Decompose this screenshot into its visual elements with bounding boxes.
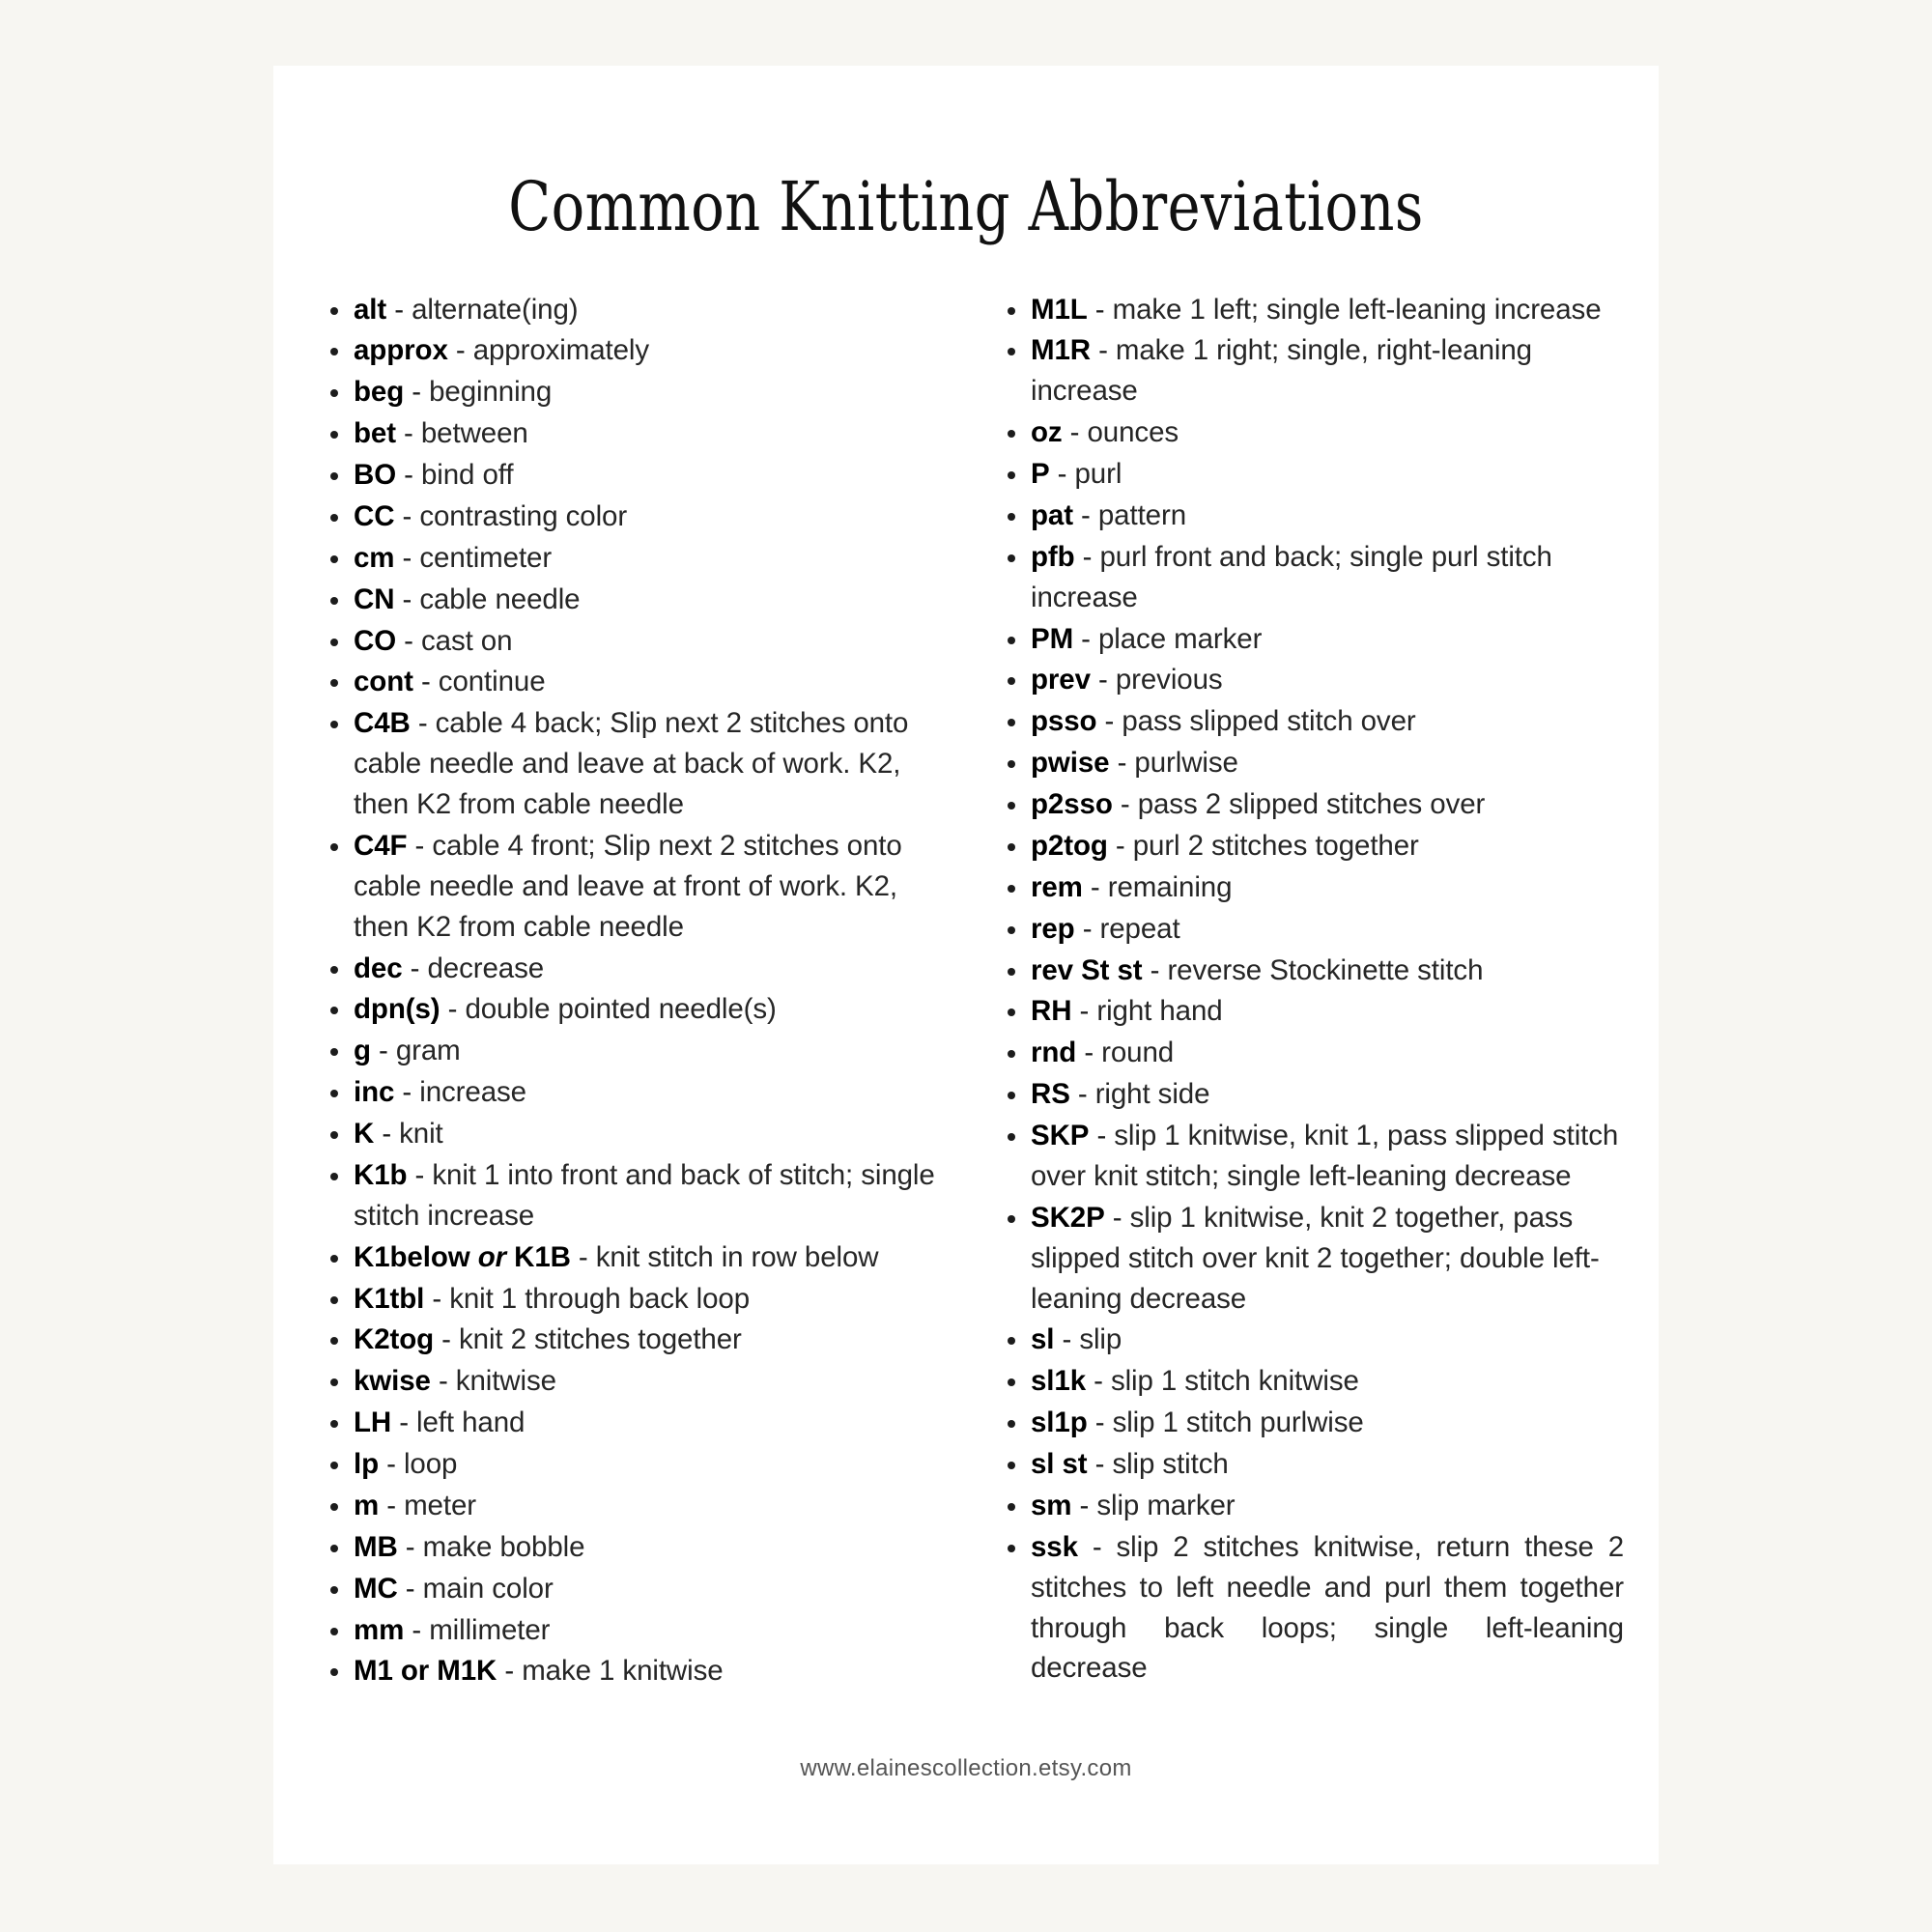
- abbreviation-item: [324, 621, 947, 662]
- abbreviation-term: P: [1031, 458, 1050, 490]
- abbreviation-item: [324, 1651, 947, 1691]
- abbreviation-term: rem: [1031, 870, 1083, 903]
- abbreviation-separator: -: [1071, 995, 1097, 1028]
- abbreviation-item: [324, 413, 947, 454]
- abbreviation-separator: -: [394, 1076, 420, 1109]
- abbreviation-definition: make 1 left; single left-leaning increase: [1112, 293, 1602, 326]
- abbreviation-term: sl1k: [1031, 1365, 1087, 1398]
- abbreviation-term: K1below or K1B: [354, 1240, 571, 1273]
- abbreviation-separator: -: [497, 1655, 523, 1688]
- printable-sheet: [273, 66, 1659, 1864]
- abbreviation-term: MB: [354, 1530, 398, 1563]
- abbreviation-definition: cast on: [420, 624, 513, 657]
- abbreviation-definition: slip 2 stitches knitwise, return these 2 stitches to left needle and purl them together through back loops; single left-leaning decrease: [1031, 1530, 1625, 1685]
- abbreviation-item: [324, 1114, 947, 1154]
- abbreviation-term: K1tbl: [354, 1282, 425, 1315]
- abbreviation-separator: -: [1071, 1489, 1097, 1521]
- abbreviation-item: [324, 949, 947, 989]
- abbreviation-term: SK2P: [1031, 1201, 1105, 1234]
- abbreviation-term: RH: [1031, 995, 1072, 1028]
- abbreviation-item: [1001, 1320, 1624, 1360]
- abbreviation-definition: knit 1 into front and back of stitch; single stitch increase: [354, 1158, 935, 1232]
- abbreviation-item: [1001, 743, 1624, 783]
- abbreviation-separator: -: [1107, 829, 1133, 862]
- abbreviation-term: pfb: [1031, 540, 1075, 573]
- abbreviation-definition: gram: [395, 1035, 461, 1067]
- abbreviation-item: [1001, 701, 1624, 742]
- abbreviation-separator: -: [570, 1240, 596, 1273]
- abbreviation-item: [1001, 991, 1624, 1032]
- abbreviation-separator: -: [402, 952, 428, 984]
- abbreviation-definition: alternate(ing): [412, 293, 579, 326]
- abbreviation-term: psso: [1031, 705, 1097, 738]
- abbreviation-separator: -: [410, 707, 436, 740]
- abbreviation-term: cont: [354, 666, 413, 698]
- abbreviation-term: approx: [354, 334, 448, 367]
- abbreviation-definition: make bobble: [422, 1530, 585, 1563]
- abbreviation-term: SKP: [1031, 1120, 1090, 1151]
- abbreviation-definition: meter: [404, 1489, 476, 1521]
- abbreviation-separator: -: [396, 624, 421, 657]
- abbreviation-definition: increase: [419, 1076, 526, 1109]
- abbreviation-item: [1001, 619, 1624, 660]
- abbreviation-separator: -: [1073, 622, 1098, 655]
- abbreviation-term: dpn(s): [354, 993, 440, 1026]
- abbreviation-term: pat: [1031, 498, 1073, 531]
- abbreviation-separator: -: [430, 1365, 456, 1398]
- abbreviation-term: RS: [1031, 1078, 1070, 1111]
- abbreviation-definition: knit 2 stitches together: [459, 1323, 742, 1356]
- abbreviation-item: [1001, 1527, 1624, 1690]
- abbreviation-list-right: [1001, 290, 1624, 1690]
- abbreviation-separator: -: [1087, 1406, 1113, 1439]
- abbreviation-separator: -: [1087, 293, 1113, 326]
- abbreviation-separator: -: [1076, 1037, 1102, 1069]
- abbreviation-separator: -: [394, 499, 420, 532]
- abbreviation-item: [1001, 496, 1624, 536]
- abbreviation-definition: slip marker: [1096, 1489, 1236, 1521]
- abbreviation-separator: -: [407, 829, 433, 862]
- abbreviation-item: [1001, 412, 1624, 453]
- abbreviation-definition: cable needle: [419, 582, 581, 615]
- left-column: [324, 290, 947, 1693]
- abbreviation-definition: make 1 right; single, right-leaning increase: [1031, 334, 1532, 408]
- abbreviation-term: mm: [354, 1613, 405, 1646]
- abbreviation-separator: -: [391, 1406, 417, 1439]
- abbreviation-item: [324, 497, 947, 537]
- abbreviation-definition: make 1 knitwise: [522, 1655, 724, 1688]
- abbreviation-item: [1001, 1198, 1624, 1320]
- abbreviation-term: sl: [1031, 1323, 1055, 1356]
- abbreviation-separator: -: [412, 666, 439, 698]
- abbreviation-definition: slip 1 stitch purlwise: [1112, 1406, 1364, 1439]
- abbreviation-term: PM: [1031, 622, 1074, 655]
- abbreviation-definition: reverse Stockinette stitch: [1167, 953, 1484, 986]
- abbreviation-definition: left hand: [416, 1406, 526, 1439]
- abbreviation-definition: right side: [1094, 1078, 1210, 1111]
- abbreviation-item: [1001, 1361, 1624, 1402]
- abbreviation-separator: -: [1049, 458, 1075, 490]
- abbreviation-item: [1001, 784, 1624, 825]
- abbreviation-item: [324, 1403, 947, 1443]
- abbreviation-item: [324, 662, 947, 702]
- page-title: Common Knitting Abbreviations: [508, 167, 1424, 246]
- abbreviation-definition: slip stitch: [1112, 1448, 1229, 1480]
- abbreviation-definition: pass slipped stitch over: [1122, 705, 1416, 738]
- abbreviation-definition: double pointed needle(s): [465, 993, 777, 1026]
- abbreviation-separator: -: [407, 1158, 433, 1191]
- abbreviation-term: p2tog: [1031, 829, 1108, 862]
- abbreviation-item: [324, 1361, 947, 1402]
- abbreviation-term: m: [354, 1489, 380, 1521]
- abbreviation-definition: approximately: [472, 334, 650, 367]
- abbreviation-separator: -: [370, 1035, 396, 1067]
- abbreviation-separator: -: [1089, 1120, 1115, 1151]
- abbreviation-definition: centimeter: [419, 541, 553, 574]
- abbreviation-definition: previous: [1115, 664, 1223, 696]
- abbreviation-term: inc: [354, 1076, 395, 1109]
- abbreviation-separator: -: [394, 541, 420, 574]
- abbreviation-separator: -: [394, 582, 420, 615]
- abbreviation-item: [324, 1237, 947, 1278]
- abbreviation-term: prev: [1031, 664, 1091, 696]
- abbreviation-item: [1001, 454, 1624, 495]
- abbreviation-separator: -: [1082, 870, 1108, 903]
- abbreviation-definition: millimeter: [429, 1613, 551, 1646]
- abbreviation-separator: -: [424, 1282, 450, 1315]
- abbreviation-item: [1001, 330, 1624, 412]
- abbreviation-item: [324, 989, 947, 1030]
- abbreviation-definition: knit stitch in row below: [595, 1240, 879, 1273]
- abbreviation-item: [324, 290, 947, 330]
- abbreviation-item: [1001, 290, 1624, 330]
- abbreviation-separator: -: [1090, 664, 1116, 696]
- abbreviation-definition: between: [420, 417, 528, 450]
- abbreviation-separator: -: [379, 1448, 404, 1480]
- abbreviation-term: oz: [1031, 416, 1063, 449]
- abbreviation-term: MC: [354, 1572, 398, 1605]
- abbreviation-separator: -: [1096, 705, 1122, 738]
- abbreviation-term: g: [354, 1035, 371, 1067]
- abbreviation-item: [324, 703, 947, 825]
- abbreviation-term: CC: [354, 499, 395, 532]
- abbreviation-separator: -: [440, 993, 466, 1026]
- abbreviation-definition: knit 1 through back loop: [449, 1282, 751, 1315]
- abbreviation-list-left: [324, 290, 947, 1692]
- abbreviation-term: dec: [354, 952, 403, 984]
- abbreviation-item: [1001, 1116, 1624, 1197]
- abbreviation-separator: -: [434, 1323, 459, 1356]
- abbreviation-term: lp: [354, 1448, 380, 1480]
- abbreviation-separator: -: [379, 1489, 405, 1521]
- abbreviation-definition: round: [1101, 1037, 1175, 1069]
- abbreviation-item: [324, 1072, 947, 1113]
- abbreviation-definition: beginning: [429, 376, 553, 409]
- abbreviation-definition: main color: [422, 1572, 554, 1605]
- abbreviation-term: sl st: [1031, 1448, 1088, 1480]
- abbreviation-item: [324, 1320, 947, 1360]
- abbreviation-definition: slip 1 knitwise, knit 1, pass slipped stitch over knit stitch; single left-leaning decrease: [1031, 1120, 1619, 1192]
- abbreviation-term: K1b: [354, 1158, 408, 1191]
- abbreviation-term: LH: [354, 1406, 392, 1439]
- abbreviation-item: [324, 1486, 947, 1526]
- abbreviation-term: sm: [1031, 1489, 1072, 1521]
- abbreviation-definition: bind off: [420, 459, 514, 491]
- abbreviation-separator: -: [1112, 788, 1138, 820]
- abbreviation-item: [1001, 1444, 1624, 1485]
- abbreviation-item: [324, 455, 947, 496]
- abbreviation-term: rev St st: [1031, 953, 1143, 986]
- abbreviation-term: cm: [354, 541, 395, 574]
- abbreviation-separator: -: [397, 1530, 423, 1563]
- abbreviation-separator: -: [374, 1118, 400, 1150]
- abbreviation-item: [324, 1155, 947, 1236]
- abbreviation-item: [1001, 951, 1624, 991]
- abbreviation-term: sl1p: [1031, 1406, 1088, 1439]
- abbreviation-definition: continue: [438, 666, 546, 698]
- abbreviation-definition: purl front and back; single purl stitch increase: [1031, 540, 1552, 613]
- abbreviation-term: K2tog: [354, 1323, 435, 1356]
- abbreviation-separator: -: [1142, 953, 1168, 986]
- abbreviation-term: CN: [354, 582, 395, 615]
- abbreviation-definition: purlwise: [1134, 747, 1238, 780]
- abbreviation-item: [1001, 826, 1624, 867]
- abbreviation-separator: -: [1104, 1201, 1130, 1234]
- abbreviation-term: beg: [354, 376, 405, 409]
- abbreviation-term: rnd: [1031, 1037, 1077, 1069]
- abbreviation-item: [324, 1444, 947, 1485]
- abbreviation-item: [324, 580, 947, 620]
- abbreviation-item: [324, 1610, 947, 1651]
- abbreviation-separator: -: [1090, 334, 1116, 367]
- abbreviation-item: [324, 1527, 947, 1568]
- abbreviation-separator: -: [447, 334, 473, 367]
- abbreviation-term: C4F: [354, 829, 408, 862]
- footer-url: www.elainescollection.etsy.com: [800, 1755, 1132, 1781]
- abbreviation-separator: -: [1062, 416, 1088, 449]
- abbreviation-definition: loop: [403, 1448, 458, 1480]
- abbreviation-definition: slip 1 stitch knitwise: [1110, 1365, 1359, 1398]
- abbreviation-item: [1001, 909, 1624, 950]
- abbreviation-definition: repeat: [1099, 912, 1180, 945]
- abbreviation-separator: -: [1077, 1530, 1117, 1563]
- right-column: [1001, 290, 1624, 1690]
- abbreviation-item: [1001, 660, 1624, 700]
- abbreviation-definition: slip 1 knitwise, knit 2 together, pass slipped stitch over knit 2 together; double left-leaning decrease: [1031, 1201, 1600, 1315]
- abbreviation-separator: -: [397, 1572, 423, 1605]
- abbreviation-separator: -: [1074, 540, 1100, 573]
- abbreviation-definition: contrasting color: [419, 499, 628, 532]
- abbreviation-definition: cable 4 back; Slip next 2 stitches onto cable needle and leave at back of work. K2, then K2 from cable needle: [354, 707, 909, 820]
- abbreviation-definition: ounces: [1087, 416, 1179, 449]
- abbreviation-term-conjunction: or: [477, 1240, 507, 1273]
- abbreviation-term: M1L: [1031, 293, 1088, 326]
- abbreviation-definition: purl 2 stitches together: [1132, 829, 1419, 862]
- abbreviation-term: C4B: [354, 707, 411, 740]
- abbreviation-item: [324, 538, 947, 579]
- abbreviation-separator: -: [404, 1613, 430, 1646]
- abbreviation-definition: place marker: [1097, 622, 1263, 655]
- abbreviation-separator: -: [395, 417, 421, 450]
- abbreviation-item: [324, 1569, 947, 1609]
- abbreviation-definition: cable 4 front; Slip next 2 stitches onto cable needle and leave at front of work. K2, then K2 from cable needle: [354, 829, 902, 943]
- abbreviation-term: kwise: [354, 1365, 431, 1398]
- abbreviation-item: [1001, 1486, 1624, 1526]
- abbreviation-definition: pattern: [1097, 498, 1187, 531]
- abbreviation-separator: -: [1069, 1078, 1095, 1111]
- abbreviation-item: [1001, 537, 1624, 618]
- abbreviation-separator: -: [1072, 498, 1098, 531]
- abbreviation-item: [324, 826, 947, 948]
- abbreviation-item: [324, 372, 947, 412]
- abbreviation-item: [324, 1031, 947, 1071]
- abbreviations-columns: [273, 243, 1659, 1693]
- abbreviation-term: K: [354, 1118, 375, 1150]
- abbreviation-separator: -: [1087, 1448, 1113, 1480]
- abbreviation-separator: -: [404, 376, 430, 409]
- abbreviation-term: M1R: [1031, 334, 1091, 367]
- abbreviation-separator: -: [1074, 912, 1100, 945]
- abbreviation-item: [1001, 1033, 1624, 1073]
- abbreviation-definition: purl: [1074, 458, 1122, 490]
- abbreviation-term: p2sso: [1031, 788, 1113, 820]
- abbreviation-term: CO: [354, 624, 397, 657]
- abbreviation-item: [1001, 1074, 1624, 1115]
- abbreviation-separator: -: [1109, 747, 1135, 780]
- abbreviation-item: [324, 330, 947, 371]
- abbreviation-definition: decrease: [427, 952, 545, 984]
- abbreviation-definition: knit: [399, 1118, 443, 1150]
- abbreviation-separator: -: [396, 459, 421, 491]
- abbreviation-definition: slip: [1079, 1323, 1122, 1356]
- abbreviation-separator: -: [1086, 1365, 1111, 1398]
- abbreviation-term: rep: [1031, 912, 1075, 945]
- abbreviation-term: BO: [354, 459, 397, 491]
- abbreviation-separator: -: [386, 293, 412, 326]
- abbreviation-item: [1001, 867, 1624, 908]
- abbreviation-term: M1 or M1K: [354, 1655, 497, 1688]
- abbreviation-term: alt: [354, 293, 387, 326]
- abbreviation-definition: right hand: [1096, 995, 1223, 1028]
- abbreviation-definition: remaining: [1107, 870, 1233, 903]
- abbreviation-term: ssk: [1031, 1530, 1078, 1563]
- abbreviation-separator: -: [1054, 1323, 1080, 1356]
- abbreviation-term: bet: [354, 417, 396, 450]
- abbreviation-definition: pass 2 slipped stitches over: [1137, 788, 1486, 820]
- abbreviation-item: [1001, 1403, 1624, 1443]
- abbreviation-item: [324, 1279, 947, 1320]
- abbreviation-definition: knitwise: [455, 1365, 556, 1398]
- abbreviation-term: pwise: [1031, 747, 1110, 780]
